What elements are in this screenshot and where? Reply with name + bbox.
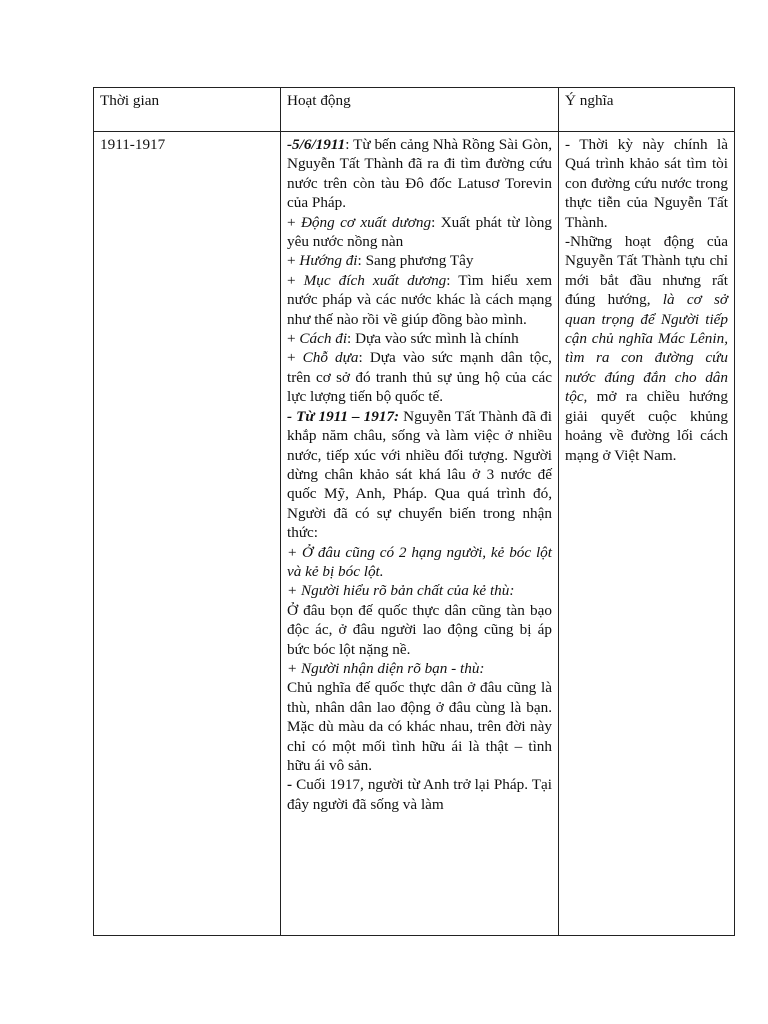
paragraph-separator: : xyxy=(345,136,354,153)
activity-paragraph xyxy=(287,407,552,543)
paragraph-label: Động cơ xuất dương xyxy=(300,213,432,231)
paragraph-lead: + xyxy=(287,330,300,348)
paragraph-lead: + xyxy=(287,271,304,289)
paragraph-lead: + xyxy=(287,213,301,231)
meaning-text-part: -Những hoạt động của Nguyễn Tất Thành tựu chỉ mới bắt đầu nhưng rất đúng hướng, xyxy=(565,233,728,309)
paragraph-lead: -5/6/1911 xyxy=(287,136,346,153)
meaning-paragraph xyxy=(565,232,728,465)
activity-paragraph xyxy=(287,348,552,406)
activity-text xyxy=(287,135,552,814)
paragraph-text: Ở đâu bọn đế quốc thực dân cũng tàn bạo độc ác, ở đâu người lao động cũng bị áp bức bóc lột nặng nề. xyxy=(287,601,552,658)
paragraph-text: Sang phương Tây xyxy=(365,252,474,270)
paragraph-lead: - xyxy=(287,776,297,794)
paragraph-text: Cuối 1917, người từ Anh trở lại Pháp. Tại đây người đã sống và làm xyxy=(287,776,552,813)
paragraph-lead: + xyxy=(287,252,300,270)
cell-meaning xyxy=(559,132,735,936)
activity-paragraph xyxy=(287,543,552,582)
paragraph-text: Dựa vào sức mình là chính xyxy=(355,330,519,348)
paragraph-separator: : xyxy=(358,349,370,367)
paragraph-label: Chỗ dựa xyxy=(302,349,359,367)
paragraph-text: Tìm hiểu xem nước pháp và các nước khác là cách mạng như thế nào rồi về giúp đồng bào mình. xyxy=(287,271,553,328)
paragraph-text: Nguyễn Tất Thành đã đi khắp năm châu, sống và làm việc ở nhiều nước, tiếp xúc với nhiều đối tượng. Người dừng chân khảo sát khá lâu ở 3 nước đế quốc Mỹ, Anh, Pháp. Qua quá trình đó, Người đã có sự chuyển biến trong nhận thức: xyxy=(287,407,552,542)
paragraph-lead: + xyxy=(287,349,303,367)
activity-paragraph xyxy=(287,581,552,600)
activity-paragraph xyxy=(287,678,552,775)
paragraph-separator: : xyxy=(431,213,441,231)
table-header-row xyxy=(94,88,735,132)
paragraph-text: Dựa vào sức mạnh dân tộc, trên cơ sở đó tranh thủ sự ủng hộ của các lực lượng tiến bộ quốc tế. xyxy=(287,349,552,406)
activity-paragraph xyxy=(287,659,552,678)
paragraph-lead: + Ở đâu cũng có 2 hạng người, kẻ bóc lột và kẻ bị bóc lột. xyxy=(287,543,552,580)
cell-activity xyxy=(281,132,559,936)
activity-paragraph xyxy=(287,213,552,252)
activity-paragraph xyxy=(287,775,552,814)
meaning-paragraph xyxy=(565,135,728,232)
paragraph-label: Cách đi xyxy=(299,330,348,348)
activity-paragraph xyxy=(287,135,552,213)
paragraph-lead: - Từ 1911 – 1917: xyxy=(287,407,400,425)
activity-paragraph xyxy=(287,271,552,329)
meaning-text xyxy=(565,135,728,465)
paragraph-label: Mục đích xuất dương xyxy=(303,271,447,289)
history-table xyxy=(93,87,735,936)
paragraph-separator: : xyxy=(347,330,356,348)
paragraph-lead: + Người hiểu rõ bản chất của kẻ thù: xyxy=(287,582,515,600)
paragraph-text: Chủ nghĩa đế quốc thực dân ở đâu cũng là thù, nhân dân lao động ở đâu cùng là bạn. Mặc dù màu da có khác nhau, trên đời này chỉ có một mối tình hữu ái là thật – tình hữu ái vô sản. xyxy=(287,679,552,774)
meaning-after-part: mở ra chiều hướng giải quyết cuộc khủng hoảng về đường lối cách mạng ở Việt Nam. xyxy=(565,388,728,464)
meaning-text-part: - Thời kỳ này chính là Quá trình khảo sát tìm tòi con đường cứu nước trong thực tiễn của Nguyễn Tất Thành. xyxy=(565,136,728,231)
paragraph-lead: + Người nhận diện rõ bạn - thù: xyxy=(287,659,485,677)
activity-paragraph xyxy=(287,601,552,659)
header-time: Thời gian xyxy=(94,88,281,132)
cell-time: 1911-1917 xyxy=(94,132,281,936)
table-row xyxy=(94,132,735,936)
activity-paragraph xyxy=(287,329,552,348)
paragraph-label: Hướng đi xyxy=(299,252,358,270)
header-meaning: Ý nghĩa xyxy=(559,88,735,132)
paragraph-text: Xuất phát từ lòng yêu nước nồng nàn xyxy=(287,213,552,251)
paragraph-separator: : xyxy=(357,252,366,270)
paragraph-text: Từ bến cảng Nhà Rồng Sài Gòn, Nguyễn Tất Thành đã ra đi tìm đường cứu nước trên còn tàu Đô đốc Latusơ Torevin của Pháp. xyxy=(287,136,552,212)
header-activity: Hoạt động xyxy=(281,88,559,132)
meaning-italic-part: là cơ sở quan trọng để Người tiếp cận chủ nghĩa Mác Lênin, tìm ra con đường cứu nước đúng đắn cho dân tộc, xyxy=(565,291,728,406)
paragraph-separator: : xyxy=(446,271,459,289)
activity-paragraph xyxy=(287,251,552,270)
